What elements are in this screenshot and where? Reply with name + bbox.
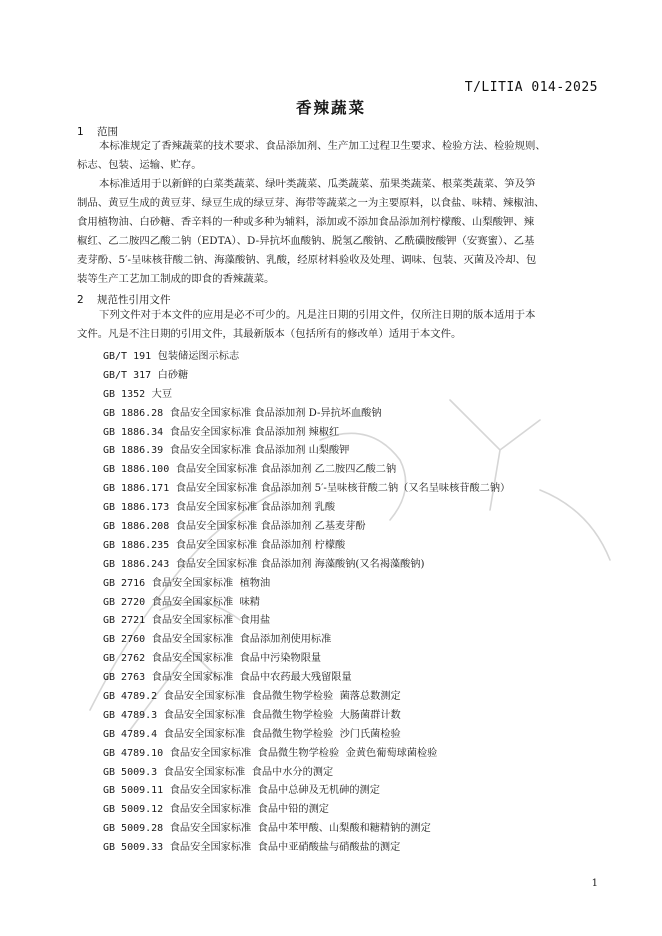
reference-item xyxy=(103,669,603,688)
reference-item xyxy=(103,839,603,858)
reference-code: GB 1886.243 xyxy=(103,558,170,570)
reference-code: GB 1886.173 xyxy=(103,502,170,514)
reference-item xyxy=(103,801,603,820)
reference-item xyxy=(103,442,603,461)
reference-title: 食品安全国家标准 食品微生物学检验 菌落总数测定 xyxy=(163,691,401,703)
reference-title: 食品安全国家标准 食品添加剂 D-异抗坏血酸钠 xyxy=(169,407,382,419)
section-heading-text: 范围 xyxy=(97,126,118,138)
scope-paragraph-1 xyxy=(77,137,592,175)
reference-title: 食品安全国家标准 食品中污染物限量 xyxy=(151,653,322,665)
paragraph-line: 食用植物油、白砂糖、香辛料的一种或多种为辅料，添加或不添加食品添加剂柠檬酸、山梨酸钾、辣 xyxy=(77,216,535,228)
reference-code: GB 1886.100 xyxy=(103,464,170,476)
reference-title: 食品安全国家标准 食品中水分的测定 xyxy=(163,766,334,778)
reference-title: 食品安全国家标准 味精 xyxy=(151,596,260,608)
reference-item xyxy=(103,782,603,801)
reference-code: GB 1886.208 xyxy=(103,521,170,533)
reference-title: 包装储运图示标志 xyxy=(157,351,240,362)
reference-title: 食品安全国家标准 食品中铅的测定 xyxy=(169,804,329,816)
reference-title: 食品安全国家标准 食品添加剂 乳酸 xyxy=(175,502,336,514)
reference-title: 食品安全国家标准 食品添加剂 5′-呈味核苷酸二钠（又名呈味核苷酸二钠） xyxy=(175,483,511,495)
reference-title: 食品安全国家标准 食品添加剂 山梨酸钾 xyxy=(169,445,350,457)
scope-paragraph-2 xyxy=(77,175,592,289)
reference-title: 食品安全国家标准 食品添加剂 柠檬酸 xyxy=(175,539,346,551)
reference-code: GB 5009.11 xyxy=(103,785,164,797)
reference-title: 大豆 xyxy=(151,388,173,400)
paragraph-line: 标志、包装、运输、贮存。 xyxy=(77,159,202,171)
reference-item xyxy=(103,461,603,480)
reference-code: GB 2721 xyxy=(103,615,146,627)
reference-item xyxy=(103,688,603,707)
reference-title: 食品安全国家标准 食品微生物学检验 金黄色葡萄球菌检验 xyxy=(169,747,438,759)
section-number: 1 xyxy=(77,126,84,138)
section-heading-text: 规范性引用文件 xyxy=(97,294,171,306)
reference-code: GB 4789.4 xyxy=(103,728,158,740)
reference-code: GB 5009.3 xyxy=(103,766,158,778)
reference-code: GB 2762 xyxy=(103,653,146,665)
references-intro-paragraph xyxy=(77,306,592,344)
reference-item xyxy=(103,518,603,537)
reference-code: GB 1886.235 xyxy=(103,539,170,551)
reference-code: GB 4789.2 xyxy=(103,691,158,703)
reference-code: GB 2716 xyxy=(103,577,146,589)
reference-title: 食品安全国家标准 食品中亚硝酸盐与硝酸盐的测定 xyxy=(169,842,401,854)
section-number: 2 xyxy=(77,294,84,306)
reference-item xyxy=(103,575,603,594)
reference-code: GB 2720 xyxy=(103,596,146,608)
section-heading-normative-references xyxy=(77,292,171,307)
reference-item xyxy=(103,820,603,839)
page-number: 1 xyxy=(591,878,598,889)
reference-item xyxy=(103,405,603,424)
reference-title: 食品安全国家标准 食品添加剂 乙二胺四乙酸二钠 xyxy=(175,464,397,476)
reference-item xyxy=(103,707,603,726)
reference-item xyxy=(103,386,603,405)
reference-code: GB 5009.33 xyxy=(103,842,164,854)
reference-title: 食品安全国家标准 植物油 xyxy=(151,577,271,589)
paragraph-line: 制品、黄豆生成的黄豆芽、绿豆生成的绿豆芽、海带等蔬菜之一为主要原料，以食盐、味精、辣椒油、 xyxy=(77,197,545,209)
reference-code: GB/T 191 xyxy=(103,351,152,362)
paragraph-line: 文件。凡是不注日期的引用文件，其最新版本（包括所有的修改单）适用于本文件。 xyxy=(77,328,462,340)
paragraph-line: 椒红、乙二胺四乙酸二钠（EDTA）、D-异抗坏血酸钠、脱氢乙酸钠、乙酰磺胺酸钾（安赛蜜）、乙基 xyxy=(77,235,535,247)
paragraph-line: 本标准适用于以新鲜的白菜类蔬菜、绿叶类蔬菜、瓜类蔬菜、茄果类蔬菜、根菜类蔬菜、笋及笋 xyxy=(99,178,536,190)
reference-item xyxy=(103,424,603,443)
paragraph-line: 下列文件对于本文件的应用是必不可少的。凡是注日期的引用文件，仅所注日期的版本适用于本 xyxy=(99,309,536,321)
reference-item xyxy=(103,480,603,499)
reference-item xyxy=(103,537,603,556)
reference-title: 食品安全国家标准 食品添加剂 乙基麦芽酚 xyxy=(175,521,366,533)
reference-item xyxy=(103,367,603,386)
reference-title: 食品安全国家标准 食品微生物学检验 沙门氏菌检验 xyxy=(163,728,401,740)
reference-item xyxy=(103,594,603,613)
paragraph-line: 装等生产工艺加工制成的即食的香辣蔬菜。 xyxy=(77,273,275,285)
reference-code: GB/T 317 xyxy=(103,369,152,381)
reference-title: 食品安全国家标准 食品中苯甲酸、山梨酸和糖精钠的测定 xyxy=(169,823,431,835)
reference-list xyxy=(103,348,603,858)
reference-title: 食品安全国家标准 食用盐 xyxy=(151,615,271,627)
reference-code: GB 5009.12 xyxy=(103,804,164,816)
reference-code: GB 1886.34 xyxy=(103,426,164,438)
document-code: T/LITIA 014-2025 xyxy=(464,80,598,95)
reference-item xyxy=(103,612,603,631)
reference-code: GB 4789.10 xyxy=(103,747,164,759)
reference-code: GB 5009.28 xyxy=(103,823,164,835)
reference-item xyxy=(103,764,603,783)
reference-item xyxy=(103,650,603,669)
reference-title: 食品安全国家标准 食品微生物学检验 大肠菌群计数 xyxy=(163,709,401,721)
reference-item xyxy=(103,745,603,764)
reference-item xyxy=(103,631,603,650)
document-title: 香辣蔬菜 xyxy=(295,99,366,117)
reference-code: GB 1352 xyxy=(103,388,146,400)
reference-code: GB 1886.28 xyxy=(103,407,164,419)
reference-title: 食品安全国家标准 食品添加剂 辣椒红 xyxy=(169,426,340,438)
reference-title: 食品安全国家标准 食品添加剂 海藻酸钠(又名褐藻酸钠) xyxy=(175,558,425,570)
reference-code: GB 2763 xyxy=(103,672,146,684)
reference-item xyxy=(103,499,603,518)
paragraph-line: 麦芽酚、5′-呈味核苷酸二钠、海藻酸钠、乳酸，经原材料验收及处理、调味、包装、灭菌及冷却、包 xyxy=(77,254,537,266)
reference-item xyxy=(103,348,603,367)
reference-title: 白砂糖 xyxy=(157,369,189,381)
reference-title: 食品安全国家标准 食品添加剂使用标准 xyxy=(151,634,332,646)
reference-title: 食品安全国家标准 食品中总砷及无机砷的测定 xyxy=(169,785,380,797)
reference-code: GB 2760 xyxy=(103,634,146,646)
reference-title: 食品安全国家标准 食品中农药最大残留限量 xyxy=(151,672,352,684)
reference-code: GB 1886.39 xyxy=(103,445,164,457)
reference-code: GB 4789.3 xyxy=(103,709,158,721)
reference-item xyxy=(103,556,603,575)
paragraph-line: 本标准规定了香辣蔬菜的技术要求、食品添加剂、生产加工过程卫生要求、检验方法、检验规则、 xyxy=(99,140,546,152)
reference-code: GB 1886.171 xyxy=(103,483,170,495)
reference-item xyxy=(103,726,603,745)
